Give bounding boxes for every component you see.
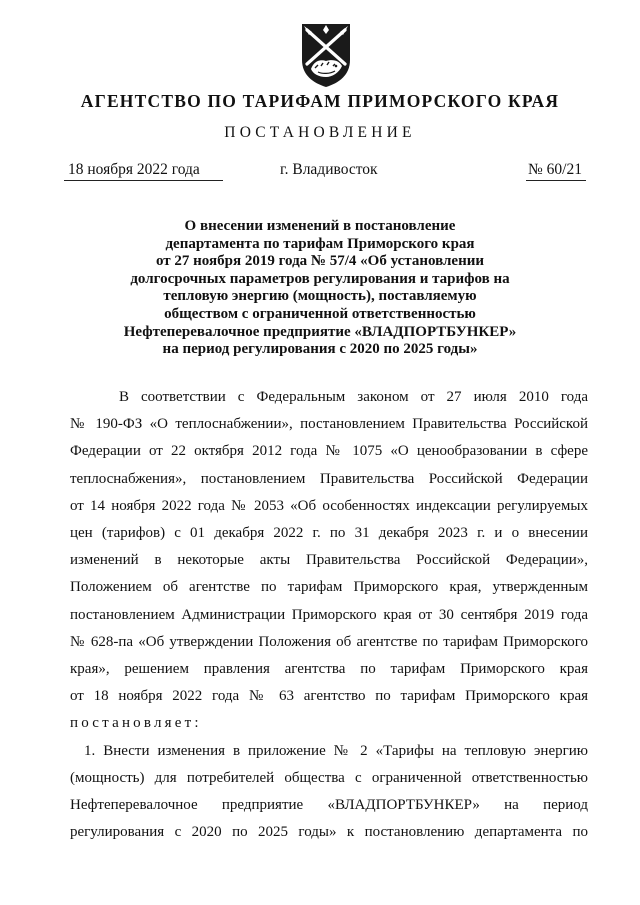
body-line: от 18 ноября 2022 года № 63 агентство по тарифам Приморского края [70,688,588,705]
document-title [0,218,640,359]
body-line: Федерации от 22 октября 2012 года № 1075 «О ценообразовании в сфере [70,443,588,460]
title-line: долгосрочных параметров регулирования и тарифов на [130,270,510,287]
body-line: края», решением правления агентства по тарифам Приморского края [70,661,588,678]
body-line: (мощность) для потребителей общества с ограниченной ответственностью [70,769,588,786]
document-type: ПОСТАНОВЛЕНИЕ [224,124,416,141]
body-line: цен (тарифов) с 01 декабря 2022 г. по 31 декабря 2023 г. и о внесении [70,525,588,542]
body-line: Положением об агентстве по тарифам Приморского края, утвержденным [70,579,588,596]
date-underline [64,180,223,181]
document-body [70,384,588,846]
body-line: регулирования с 2020 по 2025 годы» к постановлению департамента по [70,824,588,841]
title-line: на период регулирования с 2020 по 2025 годы» [162,341,478,358]
title-line: департамента по тарифам Приморского края [165,235,475,252]
agency-name: АГЕНТСТВО ПО ТАРИФАМ ПРИМОРСКОГО КРАЯ [80,91,560,111]
document-city: г. Владивосток [280,161,378,178]
title-line: обществом с ограниченной ответственностью [164,305,476,322]
body-line: постановлением Администрации Приморского края от 30 сентября 2019 года [70,606,588,623]
body-line: Нефтеперевалочное предприятие «ВЛАДПОРТБУНКЕР» на период [70,797,588,814]
body-line: изменений в некоторые акты Правительства Российской Федерации», [70,552,588,569]
title-line: от 27 ноября 2019 года № 57/4 «Об установлении [155,253,485,270]
resolution-word: постановляет: [70,715,202,732]
body-line: теплоснабжения», постановлением Правительства Российской Федерации [70,470,588,487]
body-line: от 14 ноября 2022 года № 2053 «Об особенностях индексации регулируемых [70,497,588,514]
body-line: 1. Внести изменения в приложение № 2 «Тарифы на тепловую энергию [84,742,588,759]
number-underline [526,180,586,181]
body-line: № 190-ФЗ «О теплоснабжении», постановлением Правительства Российской [70,416,588,433]
body-line: № 628-па «Об утверждении Положения об агентстве по тарифам Приморского [70,633,588,650]
document-number: № 60/21 [528,161,582,178]
body-line: В соответствии с Федеральным законом от 27 июля 2010 года [119,389,588,405]
document-date: 18 ноября 2022 года [68,161,200,178]
coat-of-arms-icon [299,22,353,88]
title-line: Нефтеперевалочное предприятие «ВЛАДПОРТБУНКЕР» [123,323,517,340]
title-line: О внесении изменений в постановление [184,218,456,234]
title-line: тепловую энергию (мощность), поставляемую [163,288,477,305]
